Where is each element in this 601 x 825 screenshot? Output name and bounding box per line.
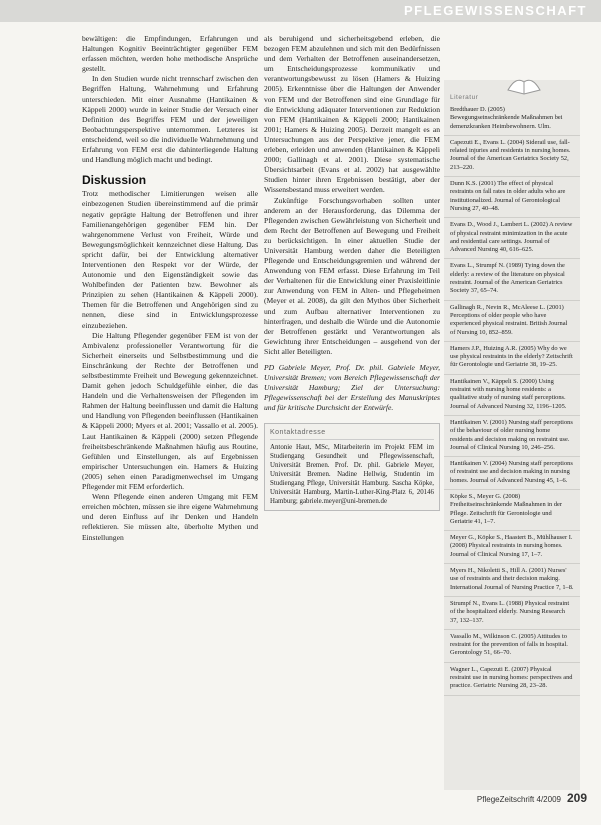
contact-text: Antonie Haut, MSc, Mitarbeiterin im Projekt FEM im Studiengang Gesundheit und Pflegewissenschaft, Universität Bremen. Prof. Dr. phil. Gabriele Meyer, Universität Bremen. Nadine Hellwig, Studentin im Studiengang Pflege, Universität Hamburg. Sascha Köpke, Universität Hamburg, Martin-Luther-King-Platz 6, 20146 Hamburg; gabriele.meyer@uni-bremen.de [270, 444, 434, 505]
literature-item: Bredthauer D. (2005) Bewegungseinschränkende Maßnahmen bei demenzkranken Heimbewohnern. Ulm. [444, 103, 580, 136]
paragraph: Zukünftige Forschungsvorhaben sollten unter anderem an der Herausforderung, das Dilemma der Pflegenden zwischen Gewährleistung von Sicherheit und dem Recht der Betroffenen auf Bewegung und Freiheit zu berücksichtigen. In einer aktuellen Studie der Universität Hamburg werden daher die Beteiligten Pflegende und Entscheidungsgremien und während der Anwendung von FEM erfasst. Diese Erfahrung im Teil der Verhaltenen für die Entwicklung einer Praxisleitlinie zur Anwendung von FEM in Alten- und Pflegeheimen (Meyer et al. 2008), da gilt den Mythos über Sicherheit und zum Aufbau alternativer Interventionen zu hinterfragen, und deshalb die Würde und die Autonomie der Betroffenen gestärkt und Verantwortungen als Gewichtung ihrer Entscheidungen – ausgehend von der Sicht aller Beteiligten. [264, 195, 440, 356]
paragraph: Die Haltung Pflegender gegenüber FEM ist von der Ambivalenz professioneller Verantwortung für die Sicherheit einerseits und Selbstbestimmung und die Einschränkung der Rechte der Betroffenen und selbstbestimmte Freiheit und Bewegung gekennzeichnet. Damit gehen jedoch Schuldgefühle einher, die das Handeln und die Verhaltensweisen der Pflegenden im Rahmen der Haltung beeinflussen und damit die Haltung und Handlung von Pflegenden beeinflussen (Hantikainen & Käppeli 2000; Myers et al. 2001; Vassallo et al. 2005). Laut Hantikainen & Käppeli (2000) setzen Pflegende freiheitsbeschränkende Maßnahmen häufig aus Routine, Gefühlen und Einstellungen, als auf Ergebnissen empirischer Untersuchungen ein. Hamers & Huizing (2005) sehen einen Paradigmenwechsel im Umgang Pflegender mit FEM erforderlich. [82, 330, 258, 492]
literature-heading: Literatur [450, 94, 479, 101]
literature-item: Gallinagh R., Nevin R., McAleese L. (2001) Perceptions of older people who have experienced physical restraint. British Journal of Nursing 10, 852–859. [444, 301, 580, 342]
header-bar [0, 0, 601, 22]
literature-item: Meyer G., Köpke S., Haastert B., Mühlhauser I. (2008) Physical restraints in nursing homes. Journal of Clinical Nursing 17, 1–7. [444, 531, 580, 564]
book-icon [504, 70, 544, 96]
section-heading: Diskussion [82, 173, 147, 188]
literature-item: Hantikainen V. (2001) Nursing staff perceptions of the behaviour of older nursing home residents and decision making on restraint use. Journal of Clinical Nursing 10, 246–256. [444, 416, 580, 457]
page-footer [477, 791, 587, 805]
literature-item: Vassallo M., Wilkinson C. (2005) Attitudes to restraint for the prevention of falls in hospital. Gerontology 51, 66–70. [444, 630, 580, 663]
section-title: PFLEGEWISSENSCHAFT [403, 3, 587, 18]
literature-item: Dunn K.S. (2001) The effect of physical restraints on fall rates in older adults who are institutionalized. Journal of Gerontological Nursing 27, 40–48. [444, 177, 580, 218]
contact-heading: Kontaktadresse [270, 428, 434, 440]
literature-item: Strumpf N., Evans L. (1988) Physical restraint of the hospitalized elderly. Nursing Research 37, 132–137. [444, 597, 580, 630]
paragraph: bewältigen: die Empfindungen, Erfahrungen und Haltungen Kognitiv Beeinträchtigter gegenüber FEM erfassen möchten, werden hohe methodische Ansprüche gestellt. [82, 34, 258, 74]
literature-item: Köpke S., Meyer G. (2008) Freiheitseinschränkende Maßnahmen in der Pflege. Zeitschrift für Gerontologie und Geriatrie 41, 1–7. [444, 490, 580, 531]
contact-box [264, 423, 440, 511]
literature-item: Hantikainen V. (2004) Nursing staff perceptions of restraint use and decision making in nursing homes. Journal of Advanced Nursing 45, 1–6. [444, 457, 580, 490]
literature-item: Evans D., Wood J., Lambert L. (2002) A review of physical restraint minimization in the acute and residential care settings. Journal of Advanced Nursing 40, 616–625. [444, 218, 580, 259]
text-column-middle [264, 34, 440, 511]
text-column-left [82, 34, 258, 543]
author-note: PD Gabriele Meyer, Prof. Dr. phil. Gabriele Meyer, Universität Bremen; vom Bereich Pflegewissenschaft der Universität Hamburg; Ziel der Untersuchung: Pflegewissenschaft bei der Erstellung des Manuskriptes und für kritische Durchsicht der Entwürfe. [264, 363, 440, 412]
literature-list [444, 103, 580, 696]
literature-item: Capezuti E., Evans L. (2004) Siderail use, fall-related injuries and residents in nursing homes. Journal of the American Geriatrics Society 52, 213–220. [444, 136, 580, 177]
page-number: 209 [566, 791, 587, 805]
journal-name: PflegeZeitschrift 4/2009 [476, 795, 561, 804]
paragraph: als beruhigend und sicherheitsgebend erleben, die bezogen FEM abzulehnen und sich mit den Bedürfnissen und dem Verhalten der Betroffenen auseinandersetzen, um Entscheidungsprozesse kommunikativ und verantwortungsbewusst zu lösen (Hamers & Huizing 2005). Erkenntnisse über die Haltungen der Anwender von FEM und der Betroffenen sind eine Grundlage für die Entwicklung adäquater Interventionen zur Reduktion von FEM (Hantikainen & Käppeli 2000; Hantikainen 2001; Hamers & Huizing 2005). Derzeit mangelt es an Untersuchungen aus der Perspektive jener, die FEM erleben, erleiden und anwenden (Hantikainen & Käppeli 2000; Gallinagh et al. 2001). Diese systematische Übersichtsarbeit (Evans et al. 2002) hat ausgewählte Studien hinter ihren Ergebnissen bestätigt, aber der Wissensbestand muss erweitert werden. [264, 34, 440, 195]
paragraph: In den Studien wurde nicht trennscharf zwischen den Begriffen Haltung, Wahrnehmung und Erfahrung unterschieden. Mit einer Ausnahme (Hantikainen & Käppeli 2000) wurde in keiner Studie der Versuch einer Definition des Begriffes FEM und der jeweiligen Beobachtungsperspektive unternommen. Letzteres ist entscheidend, weil so die individuelle Wahrnehmung und Erfahrung von FEM erst die dahinterliegende Haltung und Handlung möglich macht und bedingt. [82, 74, 258, 165]
literature-item: Evans L., Strumpf N. (1989) Tying down the elderly: a review of the literature on physical restraint. Journal of the American Geriatrics Society 37, 65–74. [444, 259, 580, 300]
literature-item: Hamers J.P., Huizing A.R. (2005) Why do we use physical restraints in the elderly? Zeitschrift für Gerontologie und Geriatrie 38, 19–25. [444, 342, 580, 375]
paragraph: Wenn Pflegende einen anderen Umgang mit FEM erreichen möchten, müssen sie ihre eigene Wahrnehmung und deren Einfluss auf ihr Denken und Handeln reflektieren. Sie müssen alte, überholte Mythen und Einstellungen [82, 492, 258, 542]
literature-item: Hantikainen V., Käppeli S. (2000) Using restraint with nursing home residents: a qualitative study of nursing staff perceptions. Journal of Advanced Nursing 32, 1196–1205. [444, 375, 580, 416]
literature-item: Wagner L., Capezuti E. (2007) Physical restraint use in nursing homes: perspectives and practice. Geriatric Nursing 28, 23–28. [444, 663, 580, 696]
paragraph: Trotz methodischer Limitierungen weisen alle einbezogenen Studien übereinstimmend auf die primär negativ geprägte Haltung der Betroffenen und ihrer Familienangehörigen gegenüber FEM hin. Der wahrgenommene Verlust von Freiheit, Würde und Bewegungsmöglichkeit kennzeichnet diese Haltung. Das spricht dafür, bei der Entwicklung alternativer Interventionen den Respekt vor der Würde, der Autonomie und den Eigenständigkeit sowie das Wohlbefinden der Patienten bzw. Bewohner als Prinzipien zu sehen (Hantikainen & Käppeli 2000). Themen für die Betroffenen und Angehörigen sind zu nennen, diese sind in Entwicklungsprozesse einzubeziehen. [82, 189, 258, 330]
literature-sidebar [444, 80, 580, 790]
literature-item: Myers H., Nikoletti S., Hill A. (2001) Nurses' use of restraints and their decision making. International Journal of Nursing Practice 7, 1–8. [444, 564, 580, 597]
